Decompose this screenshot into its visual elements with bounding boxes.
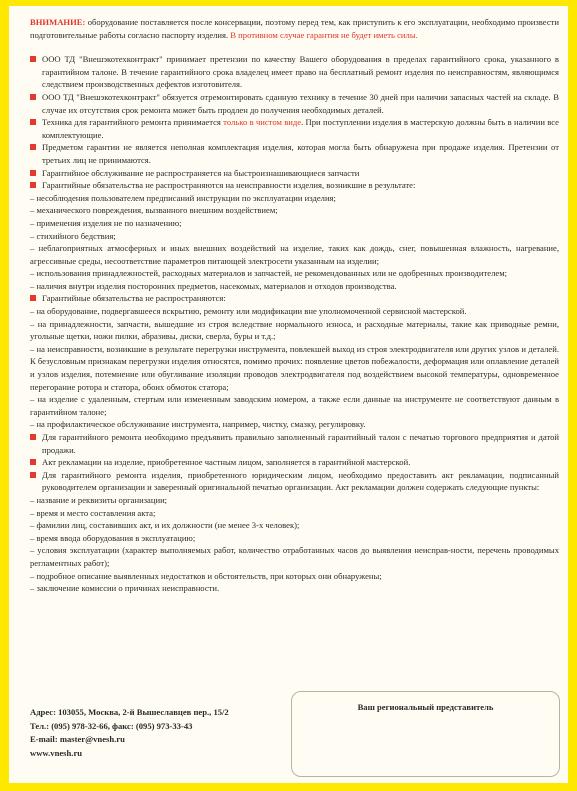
red-square-bullet-icon [30, 295, 36, 301]
regional-representative-box [291, 691, 560, 777]
red-square-bullet-icon [30, 459, 36, 465]
red-square-bullet-icon [30, 56, 36, 62]
list-item: ООО ТД "Внешэкотехконтракт" обязуется отремонтировать сданную технику в течение 30 дней при наличии запасных частей на складе. В случае их отсутствия срок ремонта может быть продлен до получения необходимых деталей. [30, 91, 559, 116]
warning-text: оборудование поставляется после консервации, поэтому перед тем, как приступить к его эксплуатации, необходимо произвести подготовительные работы согласно паспорту изделия. [30, 17, 559, 40]
sub-list-item: – время ввода оборудования в эксплуатацию; [30, 532, 196, 543]
warning-paragraph [30, 16, 559, 41]
list-item: Для гарантийного ремонта необходимо предъявить правильно заполненный гарантийный талон с печатью торгового предприятия и датой продажи. [30, 431, 559, 456]
warranty-text [30, 16, 559, 595]
sub-list-item: – на неисправности, возникшие в результате перегрузки инструмента, повлекшей выход из строя электродвигателя или других узлов и деталей. К безусловным признакам перегрузки изделия относятся, помимо прочих: появление цветов побежалости, деформация или оплавление деталей и узлов изделия, потемнение или обугливание изоляции проводов электродвигателя под воздействием высокой температуры, одновременное перегорание ротора и статора, обоих обмоток статора; [30, 343, 559, 392]
phone-line: Тел.: (095) 978-32-66, факс: (095) 973-33-43 [30, 720, 193, 731]
list-item: Предметом гарантии не является неполная комплектация изделия, которая могла быть обнаружена при продаже изделия. Претензии от третьих лиц не принимаются. [30, 141, 559, 166]
sub-list-item: – несоблюдения пользователем предписаний инструкции по эксплуатации изделия; [30, 192, 336, 203]
sub-list-item: – стихийного бедствия; [30, 230, 116, 241]
sub-list-item: – механического повреждения, вызванного внешним воздействием; [30, 205, 278, 216]
warning-red-text: В противном случае гарантия не будет иметь силы. [230, 29, 418, 40]
sub-list-item: – название и реквизиты организации; [30, 494, 168, 505]
list-item: Акт рекламации на изделие, приобретенное частным лицом, заполняется в гарантийной мастерской. [30, 456, 559, 469]
sub-list-item: – фамилии лиц, составивших акт, и их должности (не менее 3-х человек); [30, 520, 300, 531]
sub-list-item: – на оборудование, подвергавшееся вскрытию, ремонту или модификации вне уполномоченной сервисной мастерской. [30, 306, 467, 317]
red-square-bullet-icon [30, 472, 36, 478]
website-line[interactable]: www.vnesh.ru [30, 747, 83, 758]
list-item: Гарантийные обязательства не распространяются: [30, 292, 559, 305]
sub-list-item: – на изделие с удаленным, стертым или измененным заводским номером, а также если данные на инструменте не соответствуют данным в гарантийном талоне; [30, 394, 559, 417]
sub-list-item: – время и место составления акта; [30, 507, 156, 518]
sub-list-item: – заключение комиссии о причинах неисправности. [30, 583, 220, 594]
red-square-bullet-icon [30, 170, 36, 176]
warranty-sheet [9, 6, 568, 783]
address-line: Адрес: 103055, Москва, 2-й Вышеславцев пер., 15/2 [30, 707, 229, 717]
list-item: Гарантийное обслуживание не распространяется на быстроизнашивающиеся запчасти [30, 167, 559, 180]
red-square-bullet-icon [30, 119, 36, 125]
warning-label: ВНИМАНИЕ: [30, 17, 86, 27]
sub-list-item: – наличия внутри изделия посторонних предметов, насекомых, материалов и отходов производства. [30, 280, 397, 291]
sub-list-item: – использования принадлежностей, расходных материалов и запчастей, не рекомендованных или не одобренных производителем; [30, 268, 508, 279]
sub-list-item: – подробное описание выявленных недостатков и обстоятельств, при которых они обнаружены; [30, 570, 382, 581]
list-item: Гарантийные обязательства не распространяются на неисправности изделия, возникшие в результате: [30, 179, 559, 192]
sub-list-item: – на принадлежности, запчасти, вышедшие из строя вследствие нормального износа, и расходные материалы, такие как приводные ремни, угольные щетки, ножи пилки, абразивы, диски, сверла, буры и т.д.; [30, 318, 559, 342]
sub-list-item: – на профилактическое обслуживание инструмента, например, чистку, смазку, регулировку. [30, 419, 366, 430]
contact-info [30, 706, 229, 760]
list-item: Техника для гарантийного ремонта принимается только в чистом виде. При поступлении изделия в мастерскую должны быть в наличии все комплектующие. [30, 116, 559, 141]
red-square-bullet-icon [30, 94, 36, 100]
regional-representative-title: Ваш региональный представитель [357, 702, 494, 712]
red-square-bullet-icon [30, 144, 36, 150]
sub-list-item: – неблагоприятных атмосферных и иных внешних воздействий на изделие, таких как дождь, снег, повышенная влажность, нагревание, агрессивные среды, несоответствие параметров питающей электросети указанным на изделии; [30, 243, 559, 266]
email-line[interactable]: E-mail: master@vnesh.ru [30, 734, 125, 744]
list-item: Для гарантийного ремонта изделия, приобретенного юридическим лицом, необходимо предоставить акт рекламации, подписанный руководителем организации и заверенный оригинальной печатью организации. Акт рекламации должен содержать следующие пункты: [30, 469, 559, 494]
red-square-bullet-icon [30, 182, 36, 188]
red-square-bullet-icon [30, 434, 36, 440]
list-item: ООО ТД "Внешэкотехконтракт" принимает претензии по качеству Вашего оборудования в пределах гарантийного срока, указанного в гарантийном талоне. В течение гарантийного срока владелец имеет право на бесплатный ремонт изделия по неисправностям, являющимся следствием производственных дефектов изготовителя. [30, 53, 559, 91]
sub-list-item: – применения изделия не по назначению; [30, 217, 182, 228]
sub-list-item: – условия эксплуатации (характер выполняемых работ, количество отработанных часов до выявления неисправ-ности, перечень проводимых регламентных работ); [30, 545, 559, 568]
